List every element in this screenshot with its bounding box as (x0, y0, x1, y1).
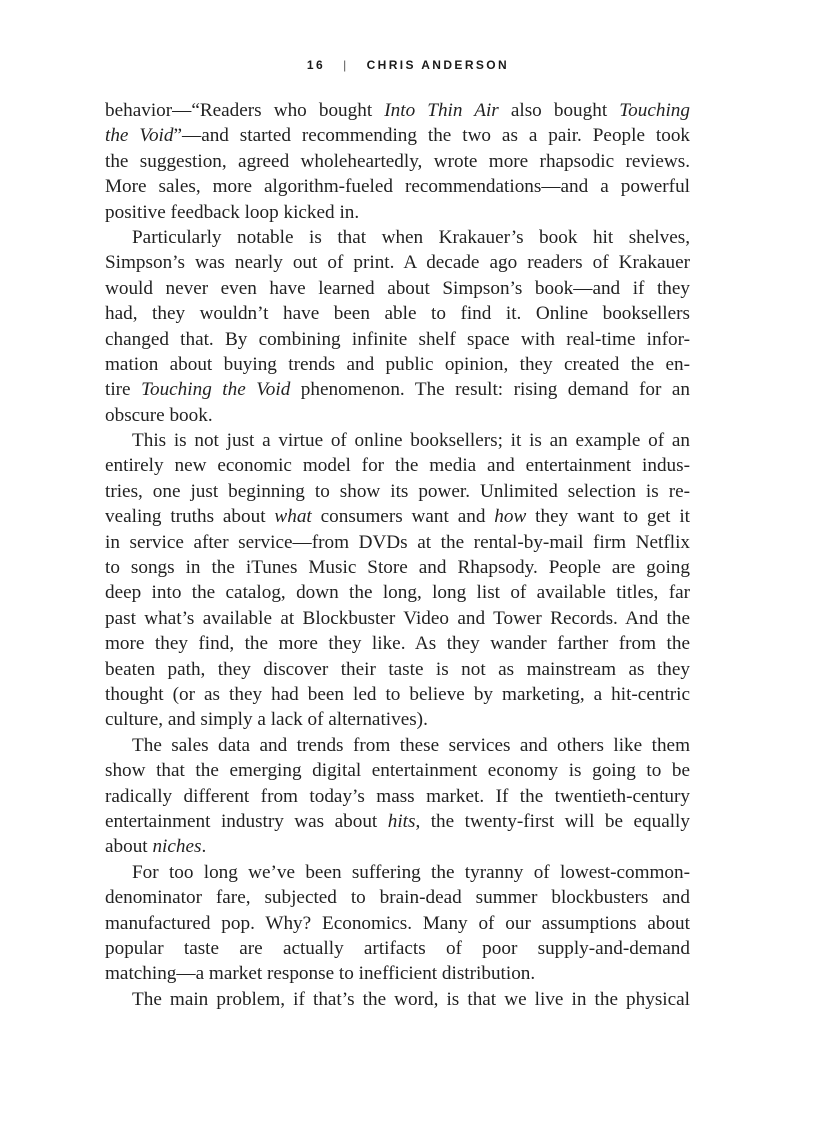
text-segment: entertainment industry was about (105, 810, 388, 832)
author-name: CHRIS ANDERSON (366, 58, 510, 72)
text-line (105, 225, 690, 250)
text-segment: more they find, the more they like. As they wander farther from the (105, 633, 690, 655)
text-segment: behavior—“Readers who bought (105, 100, 385, 121)
text-line (105, 276, 690, 301)
text-segment: the suggestion, agreed wholeheartedly, wrote more rhapsodic reviews. (105, 150, 690, 172)
text-line (105, 682, 690, 707)
text-line (105, 784, 690, 809)
italic-title: what (274, 506, 312, 528)
text-line (105, 453, 690, 478)
text-segment: denominator fare, subjected to brain-dead summer blockbusters and (105, 887, 690, 909)
text-segment: phenomenon. The result: rising demand for an (290, 379, 690, 401)
text-line (105, 809, 690, 834)
text-segment: The main problem, if that’s the word, is that we live in the physical (132, 988, 690, 1010)
text-line (105, 174, 690, 199)
text-line (105, 530, 690, 555)
text-segment: , the twenty-first will be equally (415, 810, 690, 832)
text-line (105, 911, 690, 936)
text-segment: entirely new economic model for the media and entertainment indus- (105, 455, 690, 477)
text-segment: past what’s available at Blockbuster Video and Tower Records. And the (105, 607, 690, 629)
text-line (105, 733, 690, 758)
text-segment: This is not just a virtue of online booksellers; it is an example of an (132, 430, 690, 452)
text-segment: . (201, 836, 207, 858)
text-segment: mation about buying trends and public opinion, they created the en- (105, 353, 690, 375)
text-segment: to songs in the iTunes Music Store and Rhapsody. People are going (105, 557, 690, 579)
italic-title: how (494, 506, 527, 528)
text-segment: The sales data and trends from these services and others like them (132, 734, 690, 756)
text-segment: show that the emerging digital entertainment economy is going to be (105, 760, 690, 782)
text-segment: popular taste are actually artifacts of poor supply-and-demand (105, 937, 690, 959)
text-line (105, 98, 690, 123)
text-segment: ”—and started recommending the two as a pair. People took (173, 125, 691, 147)
text-segment: matching—a market response to inefficient distribution. (105, 963, 536, 985)
text-line (105, 200, 690, 225)
text-line (105, 352, 690, 377)
text-segment: had, they wouldn’t have been able to find it. Online booksellers (105, 303, 690, 325)
text-line (105, 758, 690, 783)
text-segment: positive feedback loop kicked in. (105, 201, 360, 223)
text-line (105, 123, 690, 148)
text-line (105, 555, 690, 580)
text-line (105, 479, 690, 504)
running-header (0, 58, 816, 72)
italic-title: Into Thin Air (384, 100, 499, 121)
text-segment: Simpson’s was nearly out of print. A decade ago readers of Krakauer (105, 252, 690, 274)
text-line (105, 377, 690, 402)
text-line (105, 327, 690, 352)
text-line (105, 149, 690, 174)
text-segment: tries, one just beginning to show its power. Unlimited selection is re- (105, 480, 690, 502)
text-segment: More sales, more algorithm-fueled recommendations—and a powerful (105, 176, 690, 198)
body-text (105, 98, 690, 1012)
text-line (105, 504, 690, 529)
text-segment: obscure book. (105, 404, 213, 426)
text-segment: radically different from today’s mass market. If the twentieth-century (105, 785, 690, 807)
text-segment: tire (105, 379, 142, 401)
text-segment: consumers want and (311, 506, 495, 528)
text-line (105, 707, 690, 732)
italic-title: the Void (105, 125, 174, 147)
text-segment: deep into the catalog, down the long, long list of available titles, far (105, 582, 690, 604)
text-segment: thought (or as they had been led to believe by marketing, a hit-centric (105, 683, 690, 705)
text-segment: would never even have learned about Simpson’s book—and if they (105, 277, 690, 299)
text-line (105, 631, 690, 656)
text-segment: in service after service—from DVDs at the rental-by-mail firm Netflix (105, 531, 690, 553)
text-line (105, 860, 690, 885)
italic-title: hits (387, 810, 416, 832)
italic-title: Touching (619, 100, 690, 121)
text-line (105, 961, 690, 986)
text-segment: culture, and simply a lack of alternatives). (105, 709, 428, 731)
text-segment: Particularly notable is that when Krakauer’s book hit shelves, (132, 226, 690, 248)
text-line (105, 301, 690, 326)
text-segment: about (105, 836, 153, 858)
text-line (105, 428, 690, 453)
text-line (105, 250, 690, 275)
text-segment: beaten path, they discover their taste is not as mainstream as they (105, 658, 690, 680)
text-segment: vealing truths about (105, 506, 275, 528)
text-line (105, 885, 690, 910)
italic-title: Touching the Void (141, 379, 291, 401)
text-line (105, 606, 690, 631)
text-segment: changed that. By combining infinite shelf space with real-time infor- (105, 328, 690, 350)
text-line (105, 657, 690, 682)
text-line (105, 580, 690, 605)
page-number: 16 (306, 58, 326, 72)
text-segment: manufactured pop. Why? Economics. Many of our assumptions about (105, 912, 690, 934)
text-line (105, 936, 690, 961)
text-segment: they want to get it (526, 506, 690, 528)
text-line (105, 403, 690, 428)
text-segment: For too long we’ve been suffering the tyranny of lowest-common- (132, 861, 690, 883)
text-segment: also bought (498, 100, 620, 121)
text-line (105, 987, 690, 1012)
header-separator: | (343, 58, 349, 72)
text-line (105, 834, 690, 859)
italic-title: niches (152, 836, 202, 858)
